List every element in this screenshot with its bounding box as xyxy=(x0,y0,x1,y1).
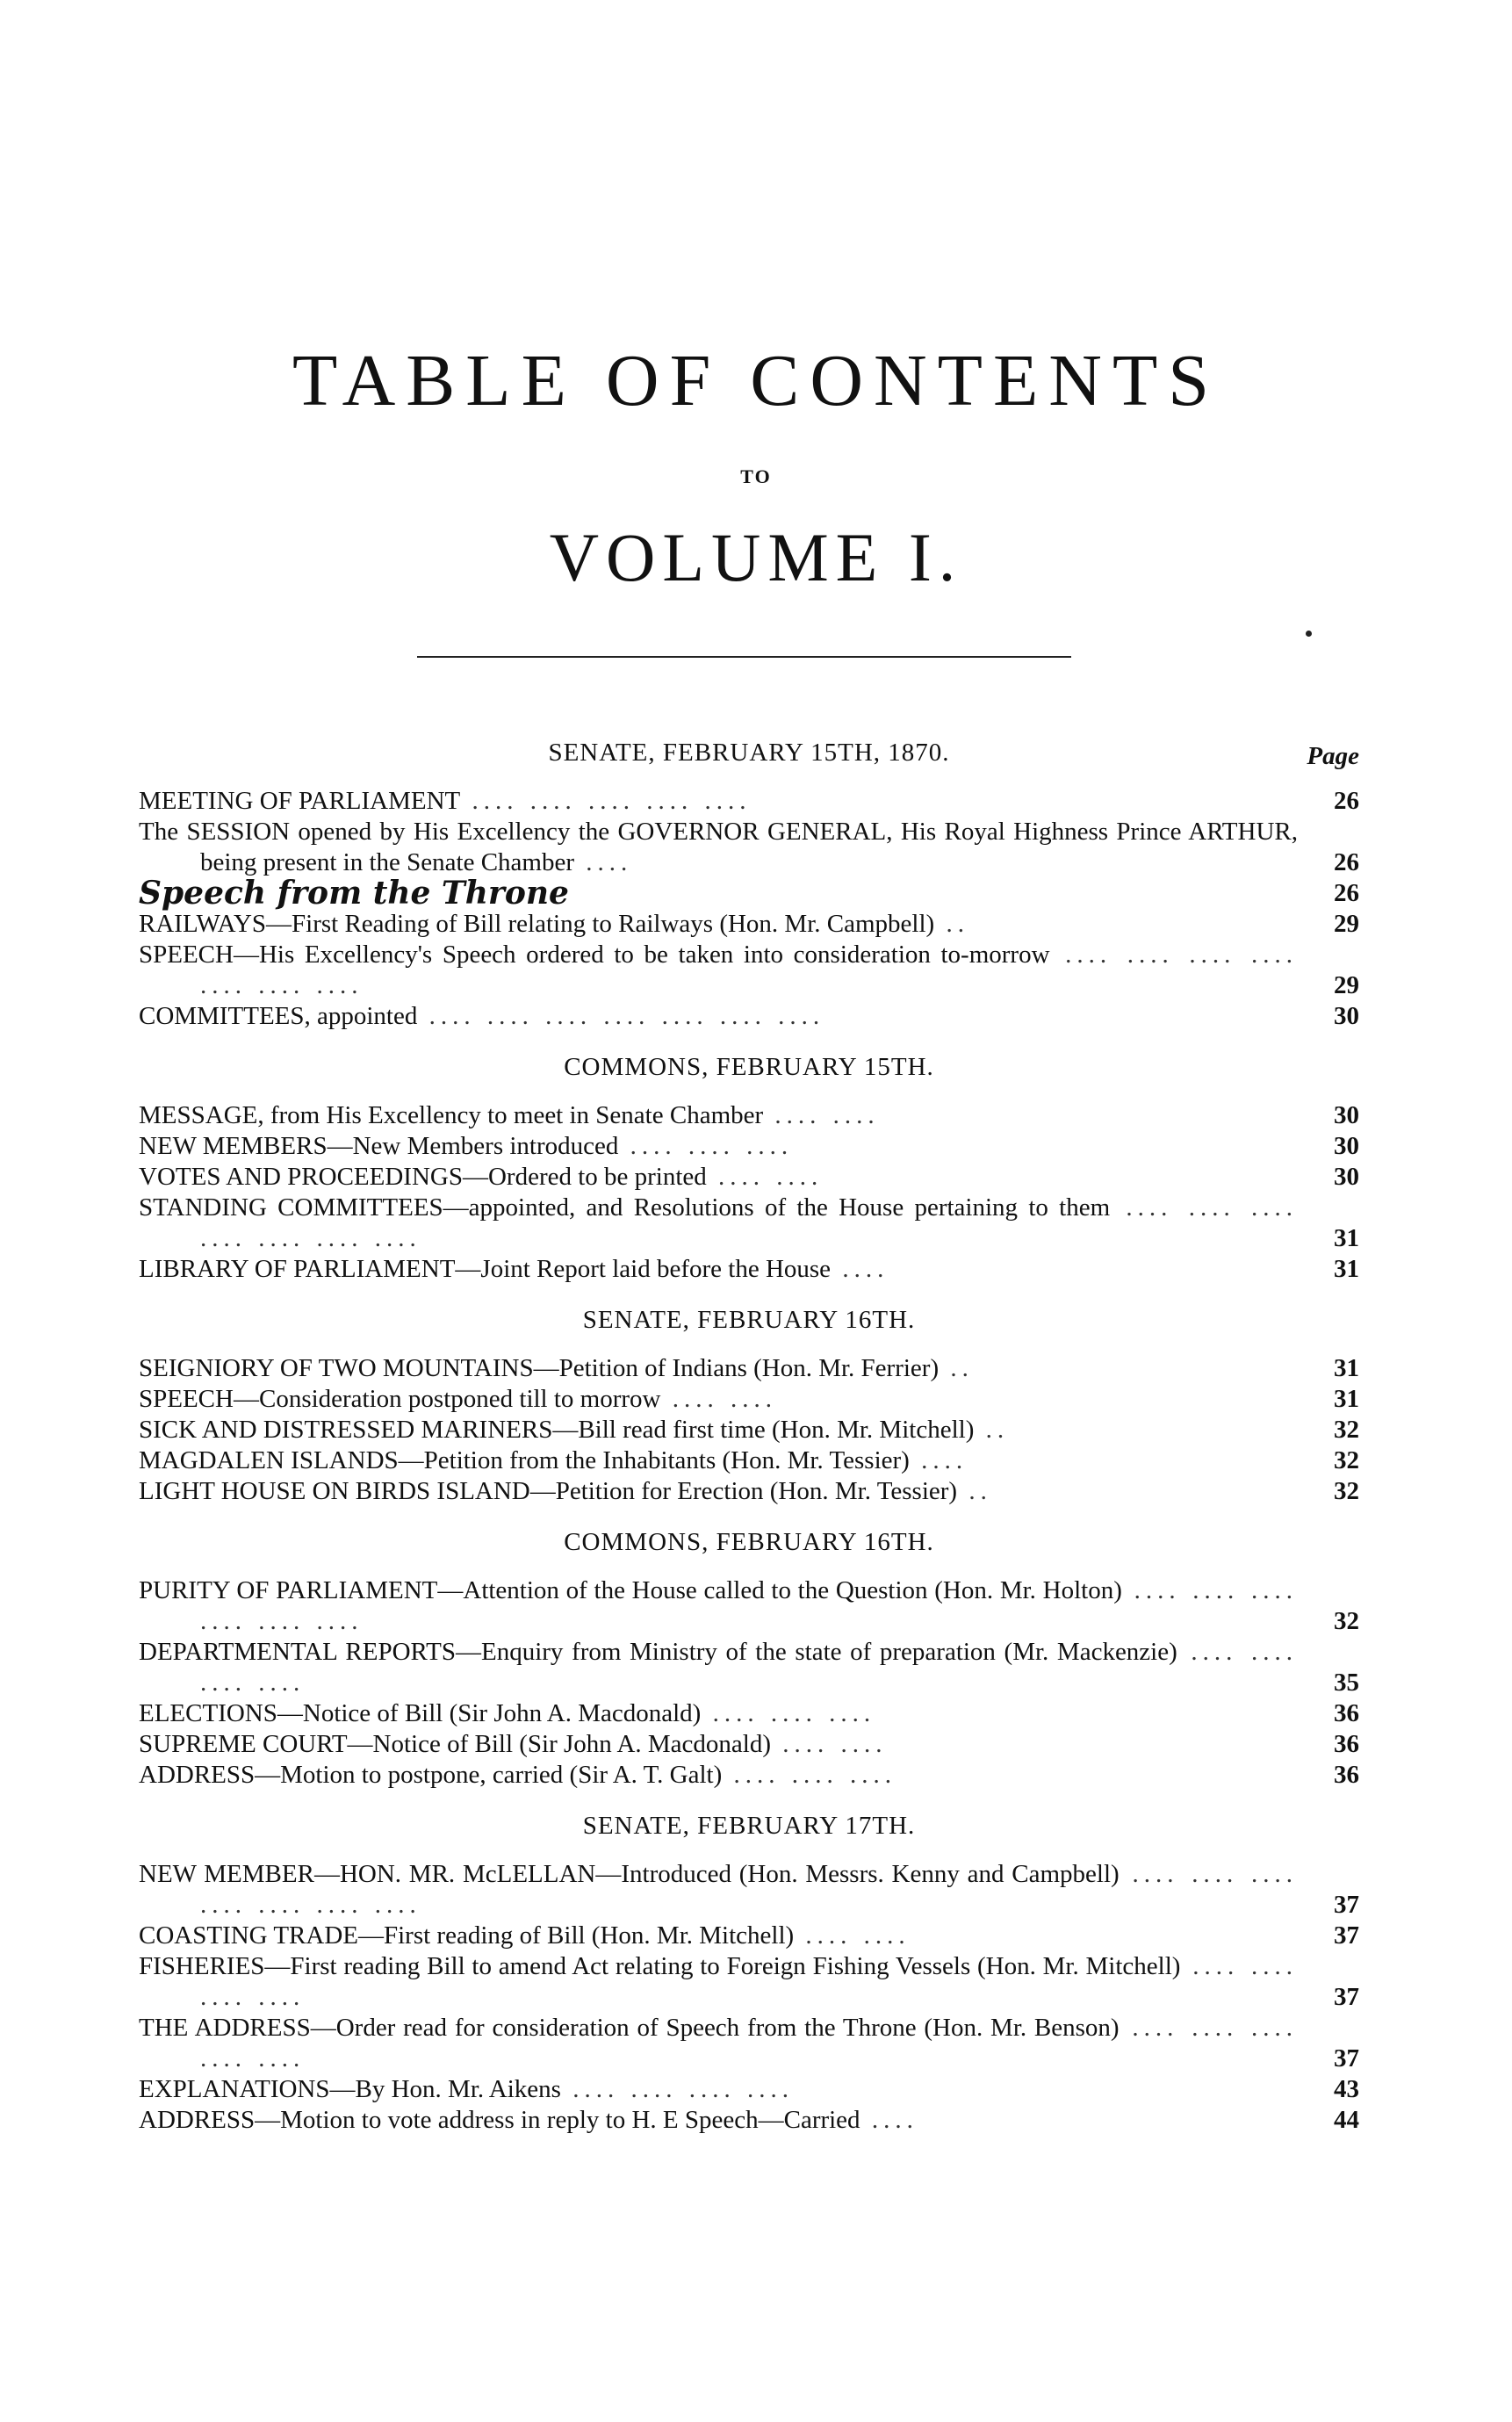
page-number: 37 xyxy=(1334,1921,1359,1950)
entry-text xyxy=(139,1131,1298,1162)
page-number: 30 xyxy=(1334,1101,1359,1129)
page-number: 31 xyxy=(1334,1255,1359,1283)
page-number: 37 xyxy=(1334,1891,1359,1919)
entry-text xyxy=(139,1445,1298,1476)
entry-title: RAILWAYS—First Reading of Bill relating to Railways (Hon. Mr. Campbell) xyxy=(139,910,935,938)
ink-dot xyxy=(1306,631,1312,637)
entry-title: SPEECH—Consideration postponed till to morrow xyxy=(139,1385,661,1413)
toc-entry xyxy=(139,1859,1359,1921)
toc-entry xyxy=(139,1001,1359,1032)
dot-leader: .. xyxy=(957,1477,992,1505)
section-heading-row xyxy=(139,1301,1359,1353)
dot-leader: .... .... .... xyxy=(722,1761,897,1789)
section-heading: SENATE, FEBRUARY 16TH. xyxy=(582,1306,916,1334)
dot-leader: .... .... xyxy=(763,1101,880,1129)
dot-leader: .... .... .... .... .... .... xyxy=(200,1576,1299,1635)
entry-title: LIGHT HOUSE ON BIRDS ISLAND—Petition for Erection (Hon. Mr. Tessier) xyxy=(139,1477,958,1505)
title-connector: TO xyxy=(740,465,772,487)
entry-title: Speech from the Throne xyxy=(139,875,569,912)
entry-text xyxy=(139,1001,1298,1032)
entry-title: COMMITTEES, appointed xyxy=(139,1002,418,1030)
contents-sections xyxy=(139,733,1359,2152)
page-number: 30 xyxy=(1334,1132,1359,1160)
dot-leader: .... .... xyxy=(794,1921,911,1950)
dot-leader: .... .... .... .... xyxy=(200,1638,1299,1697)
page-number: 37 xyxy=(1334,2044,1359,2072)
entry-text xyxy=(139,1698,1298,1729)
volume-title: VOLUME I. xyxy=(549,519,963,595)
dot-leader: .. xyxy=(934,910,969,938)
entry-title: SICK AND DISTRESSED MARINERS—Bill read first time (Hon. Mr. Mitchell) xyxy=(139,1416,975,1444)
toc-entry xyxy=(139,940,1359,1001)
dot-leader: .... .... xyxy=(771,1730,888,1758)
page-number: 32 xyxy=(1334,1446,1359,1474)
entry-title: EXPLANATIONS—By Hon. Mr. Aikens xyxy=(139,2075,561,2103)
entry-title: NEW MEMBERS—New Members introduced xyxy=(139,1132,619,1160)
section-heading-row xyxy=(139,1523,1359,1575)
entry-text xyxy=(139,2105,1298,2136)
toc-entry xyxy=(139,817,1359,878)
page-number: 30 xyxy=(1334,1163,1359,1191)
entry-title: ADDRESS—Motion to vote address in reply to H. E Speech—Carried xyxy=(139,2106,860,2134)
entry-text xyxy=(139,2013,1298,2074)
dot-leader: .... .... .... .... .... .... .... xyxy=(200,1860,1298,1919)
toc-entry xyxy=(139,1921,1359,1951)
entry-text xyxy=(139,817,1298,878)
dot-leader: .... xyxy=(574,848,633,876)
entry-title: MAGDALEN ISLANDS—Petition from the Inhabitants (Hon. Mr. Tessier) xyxy=(139,1446,910,1474)
entry-text xyxy=(139,1729,1298,1760)
section-heading: SENATE, FEBRUARY 15TH, 1870. xyxy=(548,739,950,767)
page-number: 36 xyxy=(1334,1761,1359,1789)
toc-entry xyxy=(139,786,1359,817)
toc-entry xyxy=(139,1575,1359,1637)
dot-leader: .... .... .... .... .... .... .... xyxy=(200,941,1299,999)
entry-title: MEETING OF PARLIAMENT xyxy=(139,787,461,815)
toc-entry xyxy=(139,1100,1359,1131)
contents-section xyxy=(139,733,1359,1032)
entry-title: SEIGNIORY OF TWO MOUNTAINS—Petition of Indians (Hon. Mr. Ferrier) xyxy=(139,1354,940,1382)
entry-text xyxy=(139,1951,1298,2013)
toc-entry xyxy=(139,1131,1359,1162)
page-number: 32 xyxy=(1334,1416,1359,1444)
entry-title: MESSAGE, from His Excellency to meet in Senate Chamber xyxy=(139,1101,764,1129)
dot-leader: .... .... .... .... xyxy=(200,1952,1298,2011)
entry-text xyxy=(139,1476,1298,1507)
entry-title: LIBRARY OF PARLIAMENT—Joint Report laid before the House xyxy=(139,1255,832,1283)
entry-text xyxy=(139,909,1298,940)
dot-leader: .. xyxy=(939,1354,974,1382)
section-heading-row xyxy=(139,1806,1359,1859)
entry-text xyxy=(139,1921,1298,1951)
page-number: 43 xyxy=(1334,2075,1359,2103)
toc-entry xyxy=(139,2105,1359,2136)
dot-leader: .... xyxy=(831,1255,889,1283)
page-number: 31 xyxy=(1334,1354,1359,1382)
section-heading: COMMONS, FEBRUARY 15TH. xyxy=(564,1053,934,1081)
dot-leader: .... .... .... .... .... xyxy=(200,2014,1299,2072)
page-number: 37 xyxy=(1334,1983,1359,2011)
toc-entry xyxy=(139,1760,1359,1791)
page-number: 32 xyxy=(1334,1477,1359,1505)
dot-leader: .... .... xyxy=(706,1163,824,1191)
page-number: 36 xyxy=(1334,1699,1359,1727)
contents-section xyxy=(139,1806,1359,2136)
toc-entry xyxy=(139,1951,1359,2013)
dot-leader: .... xyxy=(909,1446,968,1474)
page-number: 26 xyxy=(1334,787,1359,815)
contents-section xyxy=(139,1523,1359,1791)
section-heading-row xyxy=(139,733,1359,786)
entry-text xyxy=(139,1100,1298,1131)
entry-title: SPEECH—His Excellency's Speech ordered to be taken into consideration to-morrow xyxy=(139,941,1050,969)
section-heading-row xyxy=(139,1048,1359,1100)
toc-entry xyxy=(139,1729,1359,1760)
dot-leader: .. xyxy=(974,1416,1010,1444)
page-number: 31 xyxy=(1334,1224,1359,1252)
toc-entry xyxy=(139,875,1359,912)
entry-text xyxy=(139,1254,1298,1285)
dot-leader: .... .... .... .... xyxy=(560,2075,794,2103)
entry-title: FISHERIES—First reading Bill to amend Act relating to Foreign Fishing Vessels (Hon. Mr. Mitchell) xyxy=(139,1952,1181,1980)
page-number: 44 xyxy=(1334,2106,1359,2134)
dot-leader: .... .... .... .... .... xyxy=(460,787,752,815)
entry-text xyxy=(139,2074,1298,2105)
toc-entry xyxy=(139,1698,1359,1729)
entry-title: ADDRESS—Motion to postpone, carried (Sir A. T. Galt) xyxy=(139,1761,723,1789)
toc-entry xyxy=(139,1637,1359,1698)
entry-title: DEPARTMENTAL REPORTS—Enquiry from Ministry of the state of preparation (Mr. Mackenzie) xyxy=(139,1638,1177,1666)
entry-title: VOTES AND PROCEEDINGS—Ordered to be printed xyxy=(139,1163,707,1191)
toc-entry xyxy=(139,1445,1359,1476)
toc-entry xyxy=(139,1162,1359,1193)
section-heading: COMMONS, FEBRUARY 16TH. xyxy=(564,1528,934,1556)
entry-text xyxy=(139,1162,1298,1193)
title-rule xyxy=(417,656,1071,658)
toc-entry xyxy=(139,1353,1359,1384)
toc-entry xyxy=(139,1384,1359,1415)
page-number: 36 xyxy=(1334,1730,1359,1758)
entry-title: The SESSION opened by His Excellency the GOVERNOR GENERAL, His Royal Highness Prince ARTHUR, being present in the Senate Chamber xyxy=(139,818,1298,876)
entry-text xyxy=(139,1575,1298,1637)
entry-text xyxy=(139,1384,1298,1415)
entry-text xyxy=(139,1760,1298,1791)
entry-text xyxy=(139,786,1298,817)
page-number: 26 xyxy=(1334,848,1359,876)
dot-leader: .... .... .... .... .... .... .... xyxy=(417,1002,825,1030)
page-number: 31 xyxy=(1334,1385,1359,1413)
page-number: 26 xyxy=(1334,879,1359,907)
entry-title: ELECTIONS—Notice of Bill (Sir John A. Macdonald) xyxy=(139,1699,702,1727)
dot-leader: .... xyxy=(860,2106,918,2134)
entry-text xyxy=(139,1353,1298,1384)
page-title: TABLE OF CONTENTS xyxy=(292,340,1220,422)
entry-title: SUPREME COURT—Notice of Bill (Sir John A. Macdonald) xyxy=(139,1730,772,1758)
entry-title: STANDING COMMITTEES—appointed, and Resolutions of the House pertaining to them xyxy=(139,1193,1111,1222)
entry-title: THE ADDRESS—Order read for consideration of Speech from the Throne (Hon. Mr. Benson) xyxy=(139,2014,1120,2042)
dot-leader: .... .... .... xyxy=(701,1699,876,1727)
toc-entry xyxy=(139,2074,1359,2105)
entry-text xyxy=(139,1193,1298,1254)
page-column-label: Page xyxy=(1307,742,1359,770)
contents-section xyxy=(139,1048,1359,1285)
entry-text xyxy=(139,1637,1298,1698)
dot-leader: .... .... .... .... .... .... .... xyxy=(200,1193,1298,1252)
page-number: 29 xyxy=(1334,971,1359,999)
entry-text xyxy=(139,1415,1298,1445)
entry-text xyxy=(139,940,1298,1001)
toc-entry xyxy=(139,909,1359,940)
section-heading: SENATE, FEBRUARY 17TH. xyxy=(582,1812,916,1840)
toc-entry xyxy=(139,1415,1359,1445)
dot-leader: .... .... .... xyxy=(618,1132,794,1160)
page-number: 32 xyxy=(1334,1607,1359,1635)
toc-entry xyxy=(139,1254,1359,1285)
page-number: 29 xyxy=(1334,910,1359,938)
entry-text xyxy=(139,1859,1298,1921)
page-number: 30 xyxy=(1334,1002,1359,1030)
entry-text xyxy=(139,875,1298,912)
contents-section xyxy=(139,1301,1359,1507)
entry-title: PURITY OF PARLIAMENT—Attention of the House called to the Question (Hon. Mr. Holton) xyxy=(139,1576,1122,1604)
entry-title: NEW MEMBER—HON. MR. McLELLAN—Introduced (Hon. Messrs. Kenny and Campbell) xyxy=(139,1860,1120,1888)
toc-entry xyxy=(139,1476,1359,1507)
page-number: 35 xyxy=(1334,1669,1359,1697)
toc-entry xyxy=(139,2013,1359,2074)
toc-entry xyxy=(139,1193,1359,1254)
entry-title: COASTING TRADE—First reading of Bill (Hon. Mr. Mitchell) xyxy=(139,1921,795,1950)
dot-leader: .... .... xyxy=(660,1385,777,1413)
